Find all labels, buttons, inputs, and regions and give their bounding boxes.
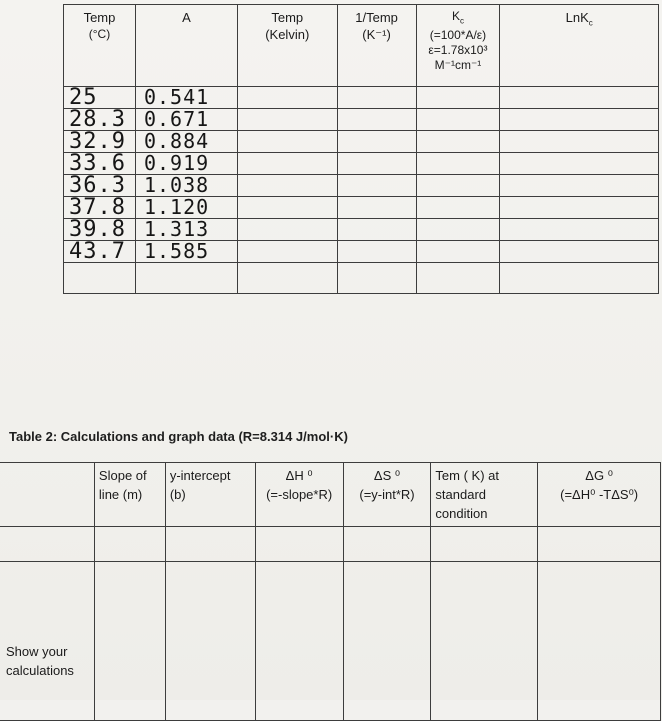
blank-cell[interactable] <box>416 87 500 109</box>
blank-cell[interactable] <box>0 527 94 562</box>
header-temperature-standard: Tem ( K) at standard condition <box>431 463 538 527</box>
blank-cell[interactable] <box>337 197 416 219</box>
blank-cell[interactable] <box>500 197 659 219</box>
header-absorbance: A <box>135 5 237 87</box>
blank-cell[interactable] <box>343 527 431 562</box>
blank-cell[interactable] <box>538 562 661 721</box>
calculations-table-2 <box>0 462 661 721</box>
table-row <box>64 241 659 263</box>
handwritten-temp: 25 <box>69 85 98 110</box>
handwritten-temp: 36.3 <box>69 173 126 198</box>
header-kc: $K_c$ (=100*A/ε) ε=1.78x10³ M⁻¹cm⁻¹ <box>416 5 500 87</box>
table-row-empty <box>64 263 659 294</box>
header-lnk: LnK$_c$ <box>500 5 659 87</box>
blank-cell[interactable] <box>416 241 500 263</box>
row-label-show-calculations: Show your calculations <box>0 562 94 721</box>
blank-cell[interactable] <box>337 263 416 294</box>
blank-cell[interactable] <box>135 263 237 294</box>
blank-cell[interactable] <box>337 153 416 175</box>
handwritten-temp: 28.3 <box>69 107 126 132</box>
data-table-1 <box>63 4 659 294</box>
blank-cell[interactable] <box>255 527 343 562</box>
blank-cell[interactable] <box>237 87 337 109</box>
blank-cell[interactable] <box>500 109 659 131</box>
table-row <box>64 131 659 153</box>
blank-cell[interactable] <box>500 175 659 197</box>
handwritten-temp: 37.8 <box>69 195 126 220</box>
header-slope: Slope of line (m) <box>94 463 165 527</box>
blank-cell[interactable] <box>416 263 500 294</box>
handwritten-absorbance: 1.120 <box>143 195 210 219</box>
table-row <box>64 87 659 109</box>
blank-cell[interactable] <box>416 175 500 197</box>
blank-cell[interactable] <box>64 263 136 294</box>
table-row <box>0 527 661 562</box>
blank-cell[interactable] <box>500 219 659 241</box>
blank-cell[interactable] <box>237 109 337 131</box>
blank-cell[interactable] <box>431 562 538 721</box>
blank-cell[interactable] <box>165 562 255 721</box>
blank-cell[interactable] <box>94 527 165 562</box>
header-delta-g: ΔG ⁰ (=ΔH⁰ -TΔS⁰) <box>538 463 661 527</box>
header-inverse-temp: 1/Temp (K⁻¹) <box>337 5 416 87</box>
handwritten-absorbance: 1.313 <box>143 217 210 241</box>
header-delta-s: ΔS ⁰ (=y-int*R) <box>343 463 431 527</box>
calculations-row <box>0 562 661 721</box>
table-row <box>64 175 659 197</box>
blank-cell[interactable] <box>538 527 661 562</box>
handwritten-temp: 43.7 <box>69 239 126 264</box>
header-temp-kelvin: Temp (Kelvin) <box>237 5 337 87</box>
blank-cell[interactable] <box>237 153 337 175</box>
blank-cell[interactable] <box>416 197 500 219</box>
blank-cell[interactable] <box>337 219 416 241</box>
table-row <box>64 219 659 241</box>
blank-cell[interactable] <box>337 87 416 109</box>
blank-cell[interactable] <box>165 527 255 562</box>
blank-cell[interactable] <box>337 131 416 153</box>
blank-cell[interactable] <box>337 109 416 131</box>
header-temp-c: Temp (°C) <box>64 5 136 87</box>
handwritten-absorbance: 0.884 <box>143 129 210 153</box>
table-row <box>64 197 659 219</box>
blank-cell[interactable] <box>416 109 500 131</box>
blank-cell[interactable] <box>337 241 416 263</box>
handwritten-absorbance: 0.541 <box>143 85 210 109</box>
blank-cell[interactable] <box>343 562 431 721</box>
table-row <box>64 109 659 131</box>
header-empty <box>0 463 94 527</box>
blank-cell[interactable] <box>500 153 659 175</box>
blank-cell[interactable] <box>337 175 416 197</box>
blank-cell[interactable] <box>500 87 659 109</box>
blank-cell[interactable] <box>94 562 165 721</box>
header-delta-h: ΔH ⁰ (=-slope*R) <box>255 463 343 527</box>
handwritten-temp: 32.9 <box>69 129 126 154</box>
table2-caption: Table 2: Calculations and graph data (R=8.314 J/mol·K) <box>9 429 348 444</box>
handwritten-absorbance: 0.671 <box>143 107 210 131</box>
blank-cell[interactable] <box>416 131 500 153</box>
blank-cell[interactable] <box>237 197 337 219</box>
handwritten-absorbance: 1.038 <box>143 173 210 197</box>
blank-cell[interactable] <box>500 131 659 153</box>
table-row <box>64 153 659 175</box>
table2-header-row <box>0 463 661 527</box>
blank-cell[interactable] <box>500 241 659 263</box>
handwritten-temp: 39.8 <box>69 217 126 242</box>
blank-cell[interactable] <box>237 263 337 294</box>
blank-cell[interactable] <box>416 153 500 175</box>
blank-cell[interactable] <box>500 263 659 294</box>
header-intercept: y-intercept (b) <box>165 463 255 527</box>
blank-cell[interactable] <box>416 219 500 241</box>
table1-header-row <box>64 5 659 87</box>
blank-cell[interactable] <box>431 527 538 562</box>
blank-cell[interactable] <box>237 175 337 197</box>
handwritten-absorbance: 1.585 <box>143 239 210 263</box>
blank-cell[interactable] <box>237 241 337 263</box>
blank-cell[interactable] <box>237 131 337 153</box>
handwritten-absorbance: 0.919 <box>143 151 210 175</box>
handwritten-temp: 33.6 <box>69 151 126 176</box>
blank-cell[interactable] <box>255 562 343 721</box>
blank-cell[interactable] <box>237 219 337 241</box>
